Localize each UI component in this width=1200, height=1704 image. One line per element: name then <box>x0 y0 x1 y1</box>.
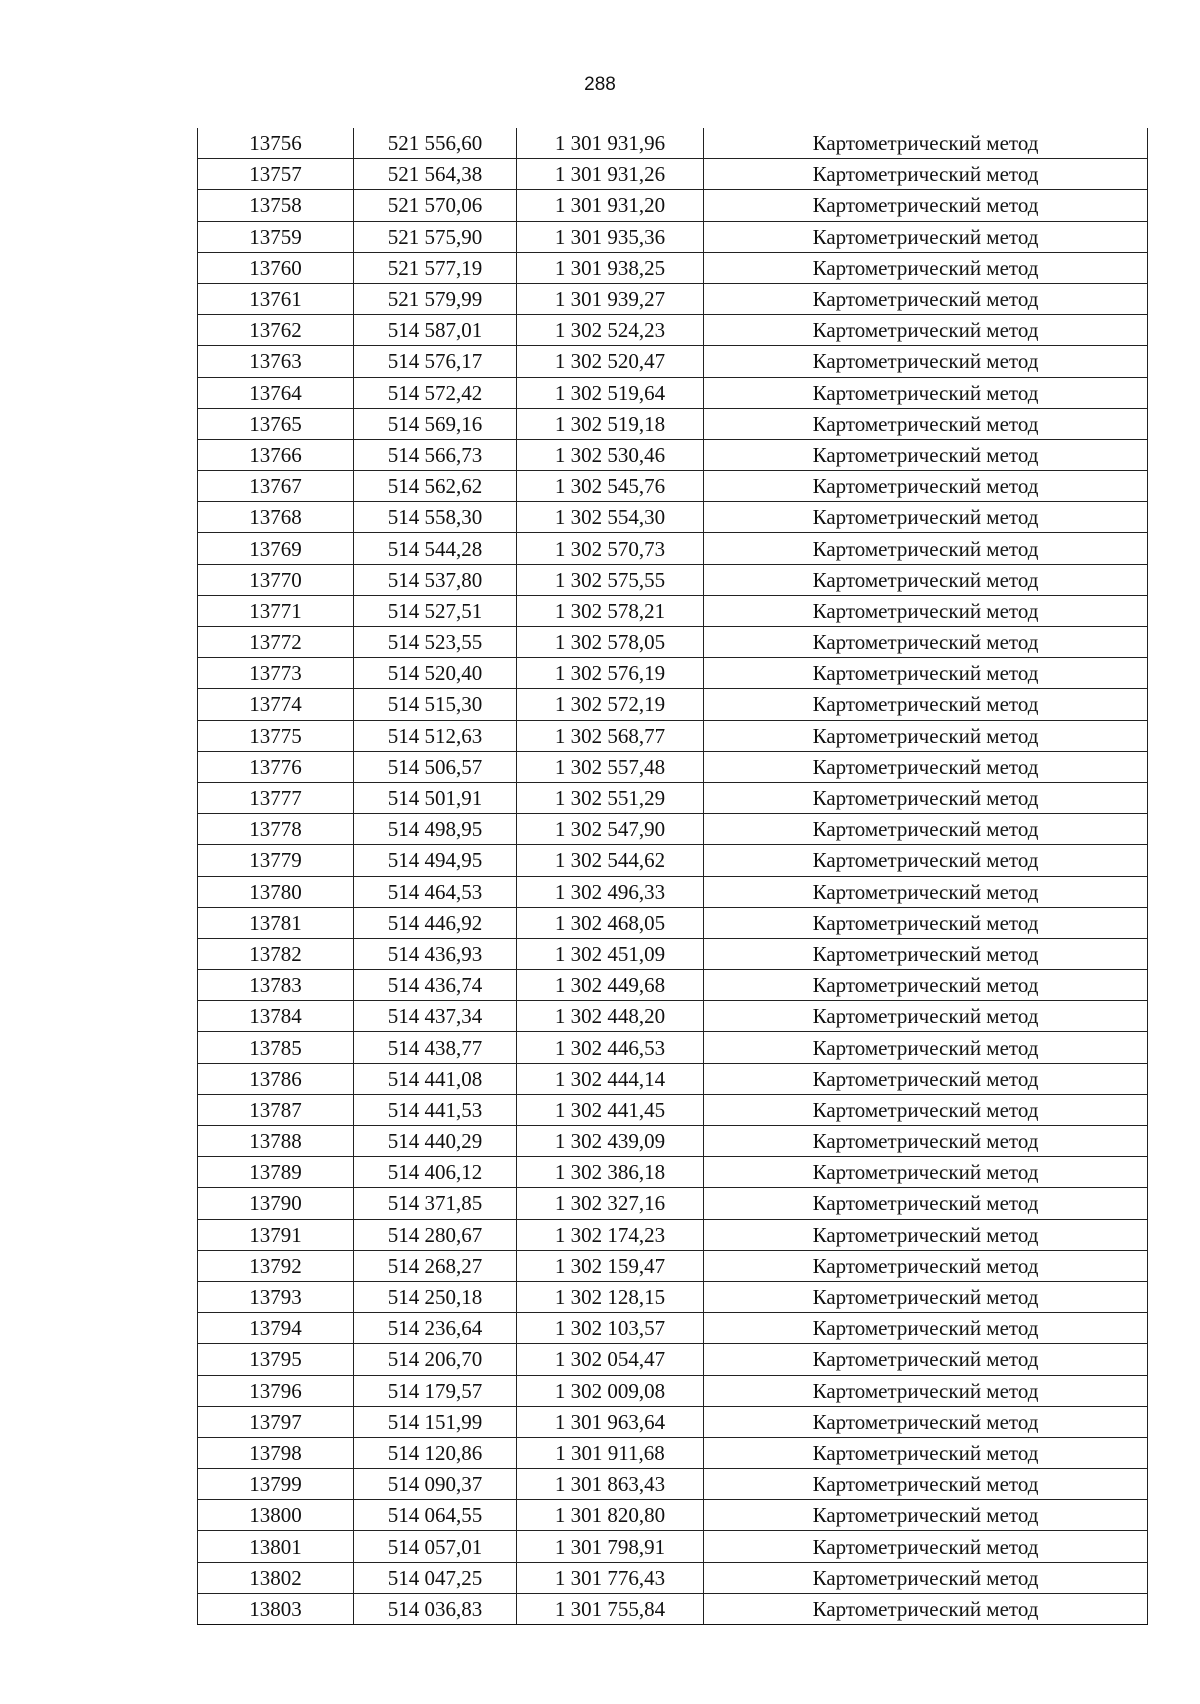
method-cell: Картометрический метод <box>704 315 1148 346</box>
point-number-cell: 13776 <box>198 751 354 782</box>
table-row <box>198 1344 1148 1375</box>
point-number-cell: 13783 <box>198 970 354 1001</box>
table-row <box>198 751 1148 782</box>
x-coordinate-cell: 514 179,57 <box>354 1375 517 1406</box>
table-row <box>198 627 1148 658</box>
x-coordinate-cell: 521 556,60 <box>354 128 517 159</box>
table-row <box>198 252 1148 283</box>
y-coordinate-cell: 1 302 547,90 <box>517 814 704 845</box>
point-number-cell: 13762 <box>198 315 354 346</box>
method-cell: Картометрический метод <box>704 377 1148 408</box>
point-number-cell: 13803 <box>198 1593 354 1624</box>
table-row <box>198 970 1148 1001</box>
method-cell: Картометрический метод <box>704 595 1148 626</box>
point-number-cell: 13793 <box>198 1281 354 1312</box>
point-number-cell: 13775 <box>198 720 354 751</box>
y-coordinate-cell: 1 302 519,64 <box>517 377 704 408</box>
method-cell: Картометрический метод <box>704 1593 1148 1624</box>
method-cell: Картометрический метод <box>704 689 1148 720</box>
table-row <box>198 1500 1148 1531</box>
x-coordinate-cell: 514 446,92 <box>354 907 517 938</box>
method-cell: Картометрический метод <box>704 564 1148 595</box>
y-coordinate-cell: 1 302 468,05 <box>517 907 704 938</box>
point-number-cell: 13780 <box>198 876 354 907</box>
x-coordinate-cell: 514 206,70 <box>354 1344 517 1375</box>
y-coordinate-cell: 1 302 386,18 <box>517 1157 704 1188</box>
point-number-cell: 13764 <box>198 377 354 408</box>
y-coordinate-cell: 1 301 931,20 <box>517 190 704 221</box>
table-row <box>198 533 1148 564</box>
x-coordinate-cell: 514 527,51 <box>354 595 517 626</box>
table-row <box>198 1001 1148 1032</box>
page-number: 288 <box>584 74 616 95</box>
point-number-cell: 13785 <box>198 1032 354 1063</box>
y-coordinate-cell: 1 302 441,45 <box>517 1094 704 1125</box>
point-number-cell: 13772 <box>198 627 354 658</box>
x-coordinate-cell: 514 090,37 <box>354 1469 517 1500</box>
y-coordinate-cell: 1 301 935,36 <box>517 221 704 252</box>
table-row <box>198 346 1148 377</box>
method-cell: Картометрический метод <box>704 1157 1148 1188</box>
x-coordinate-cell: 514 544,28 <box>354 533 517 564</box>
table-row <box>198 159 1148 190</box>
y-coordinate-cell: 1 302 578,21 <box>517 595 704 626</box>
point-number-cell: 13792 <box>198 1250 354 1281</box>
point-number-cell: 13791 <box>198 1219 354 1250</box>
x-coordinate-cell: 514 437,34 <box>354 1001 517 1032</box>
x-coordinate-cell: 514 494,95 <box>354 845 517 876</box>
x-coordinate-cell: 514 512,63 <box>354 720 517 751</box>
x-coordinate-cell: 514 498,95 <box>354 814 517 845</box>
method-cell: Картометрический метод <box>704 439 1148 470</box>
table-row <box>198 1094 1148 1125</box>
method-cell: Картометрический метод <box>704 159 1148 190</box>
x-coordinate-cell: 514 371,85 <box>354 1188 517 1219</box>
x-coordinate-cell: 514 280,67 <box>354 1219 517 1250</box>
point-number-cell: 13756 <box>198 128 354 159</box>
method-cell: Картометрический метод <box>704 751 1148 782</box>
point-number-cell: 13765 <box>198 408 354 439</box>
x-coordinate-cell: 514 441,08 <box>354 1063 517 1094</box>
x-coordinate-cell: 514 036,83 <box>354 1593 517 1624</box>
point-number-cell: 13786 <box>198 1063 354 1094</box>
y-coordinate-cell: 1 301 820,80 <box>517 1500 704 1531</box>
y-coordinate-cell: 1 302 554,30 <box>517 502 704 533</box>
x-coordinate-cell: 514 464,53 <box>354 876 517 907</box>
x-coordinate-cell: 514 537,80 <box>354 564 517 595</box>
point-number-cell: 13798 <box>198 1437 354 1468</box>
table-row <box>198 782 1148 813</box>
point-number-cell: 13760 <box>198 252 354 283</box>
y-coordinate-cell: 1 302 572,19 <box>517 689 704 720</box>
y-coordinate-cell: 1 302 449,68 <box>517 970 704 1001</box>
method-cell: Картометрический метод <box>704 658 1148 689</box>
method-cell: Картометрический метод <box>704 1063 1148 1094</box>
table-row <box>198 1157 1148 1188</box>
y-coordinate-cell: 1 302 446,53 <box>517 1032 704 1063</box>
y-coordinate-cell: 1 302 128,15 <box>517 1281 704 1312</box>
y-coordinate-cell: 1 301 939,27 <box>517 283 704 314</box>
y-coordinate-cell: 1 302 575,55 <box>517 564 704 595</box>
method-cell: Картометрический метод <box>704 845 1148 876</box>
point-number-cell: 13790 <box>198 1188 354 1219</box>
table-row <box>198 814 1148 845</box>
table-row <box>198 1281 1148 1312</box>
method-cell: Картометрический метод <box>704 1531 1148 1562</box>
point-number-cell: 13787 <box>198 1094 354 1125</box>
method-cell: Картометрический метод <box>704 221 1148 252</box>
table-row <box>198 1219 1148 1250</box>
y-coordinate-cell: 1 302 519,18 <box>517 408 704 439</box>
y-coordinate-cell: 1 301 776,43 <box>517 1562 704 1593</box>
y-coordinate-cell: 1 301 911,68 <box>517 1437 704 1468</box>
table-row <box>198 377 1148 408</box>
point-number-cell: 13778 <box>198 814 354 845</box>
table-row <box>198 595 1148 626</box>
coordinates-table-body <box>198 128 1148 1625</box>
y-coordinate-cell: 1 302 327,16 <box>517 1188 704 1219</box>
method-cell: Картометрический метод <box>704 252 1148 283</box>
coordinates-table <box>197 128 1148 1625</box>
x-coordinate-cell: 514 440,29 <box>354 1126 517 1157</box>
x-coordinate-cell: 514 587,01 <box>354 315 517 346</box>
point-number-cell: 13796 <box>198 1375 354 1406</box>
point-number-cell: 13761 <box>198 283 354 314</box>
method-cell: Картометрический метод <box>704 970 1148 1001</box>
point-number-cell: 13767 <box>198 471 354 502</box>
table-row <box>198 876 1148 907</box>
table-row <box>198 1250 1148 1281</box>
x-coordinate-cell: 521 575,90 <box>354 221 517 252</box>
y-coordinate-cell: 1 301 863,43 <box>517 1469 704 1500</box>
y-coordinate-cell: 1 301 798,91 <box>517 1531 704 1562</box>
method-cell: Картометрический метод <box>704 1250 1148 1281</box>
point-number-cell: 13758 <box>198 190 354 221</box>
table-row <box>198 439 1148 470</box>
point-number-cell: 13769 <box>198 533 354 564</box>
y-coordinate-cell: 1 302 451,09 <box>517 938 704 969</box>
x-coordinate-cell: 514 120,86 <box>354 1437 517 1468</box>
method-cell: Картометрический метод <box>704 1406 1148 1437</box>
table-row <box>198 315 1148 346</box>
point-number-cell: 13757 <box>198 159 354 190</box>
table-row <box>198 689 1148 720</box>
method-cell: Картометрический метод <box>704 938 1148 969</box>
table-row <box>198 1469 1148 1500</box>
method-cell: Картометрический метод <box>704 782 1148 813</box>
table-row <box>198 471 1148 502</box>
method-cell: Картометрический метод <box>704 1344 1148 1375</box>
table-row <box>198 408 1148 439</box>
y-coordinate-cell: 1 301 963,64 <box>517 1406 704 1437</box>
table-row <box>198 1593 1148 1624</box>
table-row <box>198 1032 1148 1063</box>
x-coordinate-cell: 521 564,38 <box>354 159 517 190</box>
table-row <box>198 720 1148 751</box>
method-cell: Картометрический метод <box>704 190 1148 221</box>
x-coordinate-cell: 514 268,27 <box>354 1250 517 1281</box>
point-number-cell: 13759 <box>198 221 354 252</box>
y-coordinate-cell: 1 302 054,47 <box>517 1344 704 1375</box>
table-row <box>198 938 1148 969</box>
point-number-cell: 13766 <box>198 439 354 470</box>
point-number-cell: 13763 <box>198 346 354 377</box>
method-cell: Картометрический метод <box>704 1313 1148 1344</box>
table-row <box>198 1562 1148 1593</box>
method-cell: Картометрический метод <box>704 502 1148 533</box>
x-coordinate-cell: 521 577,19 <box>354 252 517 283</box>
table-row <box>198 221 1148 252</box>
method-cell: Картометрический метод <box>704 346 1148 377</box>
y-coordinate-cell: 1 301 931,26 <box>517 159 704 190</box>
y-coordinate-cell: 1 301 755,84 <box>517 1593 704 1624</box>
table-row <box>198 1437 1148 1468</box>
table-row <box>198 128 1148 159</box>
y-coordinate-cell: 1 302 520,47 <box>517 346 704 377</box>
x-coordinate-cell: 514 064,55 <box>354 1500 517 1531</box>
y-coordinate-cell: 1 302 103,57 <box>517 1313 704 1344</box>
method-cell: Картометрический метод <box>704 471 1148 502</box>
point-number-cell: 13797 <box>198 1406 354 1437</box>
method-cell: Картометрический метод <box>704 128 1148 159</box>
table-row <box>198 658 1148 689</box>
y-coordinate-cell: 1 302 174,23 <box>517 1219 704 1250</box>
point-number-cell: 13771 <box>198 595 354 626</box>
method-cell: Картометрический метод <box>704 1375 1148 1406</box>
point-number-cell: 13795 <box>198 1344 354 1375</box>
method-cell: Картометрический метод <box>704 1469 1148 1500</box>
x-coordinate-cell: 514 576,17 <box>354 346 517 377</box>
method-cell: Картометрический метод <box>704 283 1148 314</box>
y-coordinate-cell: 1 302 544,62 <box>517 845 704 876</box>
method-cell: Картометрический метод <box>704 1126 1148 1157</box>
method-cell: Картометрический метод <box>704 1500 1148 1531</box>
x-coordinate-cell: 521 570,06 <box>354 190 517 221</box>
x-coordinate-cell: 514 558,30 <box>354 502 517 533</box>
method-cell: Картометрический метод <box>704 1281 1148 1312</box>
y-coordinate-cell: 1 302 551,29 <box>517 782 704 813</box>
y-coordinate-cell: 1 302 557,48 <box>517 751 704 782</box>
x-coordinate-cell: 514 438,77 <box>354 1032 517 1063</box>
table-row <box>198 502 1148 533</box>
point-number-cell: 13782 <box>198 938 354 969</box>
table-row <box>198 1188 1148 1219</box>
table-row <box>198 1063 1148 1094</box>
table-row <box>198 1531 1148 1562</box>
x-coordinate-cell: 514 523,55 <box>354 627 517 658</box>
y-coordinate-cell: 1 302 530,46 <box>517 439 704 470</box>
point-number-cell: 13788 <box>198 1126 354 1157</box>
point-number-cell: 13781 <box>198 907 354 938</box>
method-cell: Картометрический метод <box>704 720 1148 751</box>
point-number-cell: 13777 <box>198 782 354 813</box>
point-number-cell: 13784 <box>198 1001 354 1032</box>
y-coordinate-cell: 1 301 931,96 <box>517 128 704 159</box>
method-cell: Картометрический метод <box>704 1437 1148 1468</box>
point-number-cell: 13801 <box>198 1531 354 1562</box>
x-coordinate-cell: 514 436,74 <box>354 970 517 1001</box>
table-row <box>198 1126 1148 1157</box>
x-coordinate-cell: 514 572,42 <box>354 377 517 408</box>
x-coordinate-cell: 514 236,64 <box>354 1313 517 1344</box>
point-number-cell: 13802 <box>198 1562 354 1593</box>
x-coordinate-cell: 514 562,62 <box>354 471 517 502</box>
table-row <box>198 564 1148 595</box>
table-row <box>198 1406 1148 1437</box>
method-cell: Картометрический метод <box>704 408 1148 439</box>
point-number-cell: 13794 <box>198 1313 354 1344</box>
x-coordinate-cell: 514 057,01 <box>354 1531 517 1562</box>
y-coordinate-cell: 1 301 938,25 <box>517 252 704 283</box>
y-coordinate-cell: 1 302 524,23 <box>517 315 704 346</box>
point-number-cell: 13773 <box>198 658 354 689</box>
method-cell: Картометрический метод <box>704 533 1148 564</box>
method-cell: Картометрический метод <box>704 1032 1148 1063</box>
y-coordinate-cell: 1 302 576,19 <box>517 658 704 689</box>
y-coordinate-cell: 1 302 545,76 <box>517 471 704 502</box>
point-number-cell: 13774 <box>198 689 354 720</box>
y-coordinate-cell: 1 302 159,47 <box>517 1250 704 1281</box>
point-number-cell: 13768 <box>198 502 354 533</box>
method-cell: Картометрический метод <box>704 814 1148 845</box>
method-cell: Картометрический метод <box>704 1094 1148 1125</box>
y-coordinate-cell: 1 302 568,77 <box>517 720 704 751</box>
y-coordinate-cell: 1 302 570,73 <box>517 533 704 564</box>
x-coordinate-cell: 514 250,18 <box>354 1281 517 1312</box>
x-coordinate-cell: 514 441,53 <box>354 1094 517 1125</box>
y-coordinate-cell: 1 302 439,09 <box>517 1126 704 1157</box>
point-number-cell: 13779 <box>198 845 354 876</box>
x-coordinate-cell: 514 506,57 <box>354 751 517 782</box>
table-row <box>198 845 1148 876</box>
point-number-cell: 13770 <box>198 564 354 595</box>
point-number-cell: 13800 <box>198 1500 354 1531</box>
table-row <box>198 1375 1148 1406</box>
method-cell: Картометрический метод <box>704 1001 1148 1032</box>
y-coordinate-cell: 1 302 009,08 <box>517 1375 704 1406</box>
y-coordinate-cell: 1 302 448,20 <box>517 1001 704 1032</box>
table-row <box>198 1313 1148 1344</box>
x-coordinate-cell: 514 566,73 <box>354 439 517 470</box>
method-cell: Картометрический метод <box>704 627 1148 658</box>
x-coordinate-cell: 514 515,30 <box>354 689 517 720</box>
x-coordinate-cell: 514 151,99 <box>354 1406 517 1437</box>
method-cell: Картометрический метод <box>704 1562 1148 1593</box>
method-cell: Картометрический метод <box>704 1219 1148 1250</box>
y-coordinate-cell: 1 302 578,05 <box>517 627 704 658</box>
method-cell: Картометрический метод <box>704 1188 1148 1219</box>
y-coordinate-cell: 1 302 444,14 <box>517 1063 704 1094</box>
x-coordinate-cell: 514 047,25 <box>354 1562 517 1593</box>
x-coordinate-cell: 514 520,40 <box>354 658 517 689</box>
point-number-cell: 13789 <box>198 1157 354 1188</box>
x-coordinate-cell: 521 579,99 <box>354 283 517 314</box>
table-row <box>198 190 1148 221</box>
x-coordinate-cell: 514 569,16 <box>354 408 517 439</box>
x-coordinate-cell: 514 501,91 <box>354 782 517 813</box>
table-row <box>198 283 1148 314</box>
y-coordinate-cell: 1 302 496,33 <box>517 876 704 907</box>
method-cell: Картометрический метод <box>704 876 1148 907</box>
x-coordinate-cell: 514 436,93 <box>354 938 517 969</box>
point-number-cell: 13799 <box>198 1469 354 1500</box>
table-row <box>198 907 1148 938</box>
x-coordinate-cell: 514 406,12 <box>354 1157 517 1188</box>
method-cell: Картометрический метод <box>704 907 1148 938</box>
